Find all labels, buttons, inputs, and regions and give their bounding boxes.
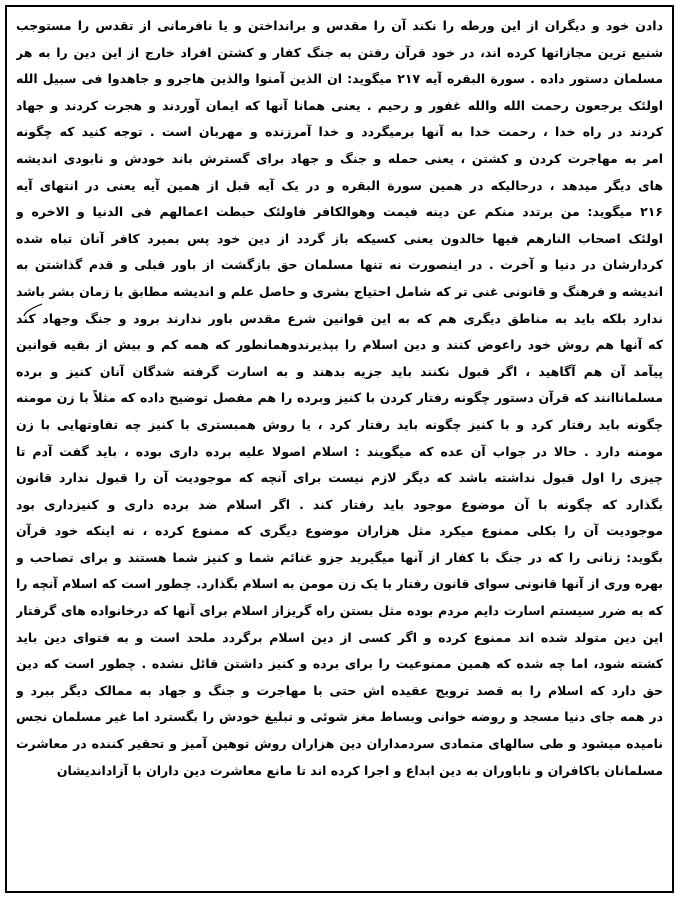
text-line-8: ۲۱۶ میگوید: من یرتدد منکم عن دینه فیمت وهوالکافر فاولئک حبطت اعمالهم فی الدنیا و الاخره و [16, 204, 663, 220]
text-line-5: کردند در راه خدا ، رحمت خدا به آنها برمیگردد و خدا آمرزنده و مهربان است . توجه کنید که چگونه [16, 124, 663, 140]
text-line-29: مسلمانان باکافران و ناباوران به دین ابداع و اجرا کرده اند تا مانع معاشرت دین داران با آزاداندیشان [56, 762, 663, 778]
text-line-26: حق دارد که اسلام را به قصد ترویج عقیده اش حتی با مهاجرت و جنگ و جهاد به ممالک دیگر ببرد و [16, 682, 663, 698]
document-page [5, 5, 674, 893]
text-line-19: بگذارد که چگونه با آن موضوع موجود باید رفتار کند . اگر اسلام ضد برده داری و کنیزداری بود [16, 496, 663, 512]
text-line-6: امر به مهاجرت کردن و کشتن ، یعنی حمله و جنگ و جهاد برای گسترش باند خودش و نابودی اندیشه [16, 150, 663, 166]
text-line-14: پیآمد آن هم آگاهید ، اگر قبول نکنند باید جزیه بدهند و به اسارت گرفته شدگان آنان کنیز و برده [16, 363, 663, 379]
text-line-28: نامیده میشود و طی سالهای متمادی سردمداران دین هزاران روش توهین آمیز و تحقیر کننده در معاشرت [16, 736, 663, 752]
text-line-11: اندیشه و فرهنگ و قانونی غنی تر که شامل احتیاج بشری و حاصل علم و اندیشه مطابق با زمان بشر باشد [16, 283, 663, 299]
text-line-27: در همه جای دنیا مسجد و روضه خوانی وبساط مغز شوئی و تبلیغ خودش را بگسترد اما غیر مسلمان نجس [16, 709, 663, 725]
text-line-9: اولئک اصحاب النارهم فیها خالدون یعنی کسیکه باز گردد از دین خود پس بمیرد کافر آنان تباه شده [16, 230, 663, 246]
text-line-16: چگونه باید رفتار کرد و با کنیز چگونه باید رفتار کرد ، یا روش همبستری با کنیز چه تفاوتهایی با زن [16, 416, 663, 432]
document-body [16, 13, 663, 784]
text-line-12: ندارد بلکه باید به مناطق دیگری هم که به این قوانین شرع مقدس باور ندارند برود و جنگ وجهاد کند [16, 310, 663, 326]
text-line-13: که آنها هم روش خود راعوض کنند و دین اسلام را بپذیرندوهمانطور که همه کم و بیش از بقیه قوانین [16, 337, 663, 353]
text-line-23: که به ضرر سیستم اسارت دایم مردم بوده مثل بستن راه گریزاز اسلام برای آنها که درخانواده های گرفتار [16, 603, 663, 619]
text-line-15: مسلماناانند که قرآن دستور چگونه رفتار کردن با کنیز وبرده را هم مفصل توضیح داده که مثلاً با زن مومنه [16, 390, 663, 406]
text-line-3: مسلمان دستور داده . سورة البقره آیه ۲۱۷ میگوید: ان الذین آمنوا والذین هاجرو و جاهدوا فی سبیل الله [16, 71, 663, 87]
text-line-1: دادن خود و دیگران از این ورطه را نکند آن را مقدس و برانداختن و یا نافرمانی از تقدس را مستوجب [16, 18, 663, 33]
text-line-10: کردارشان در دنیا و آخرت . در اینصورت نه تنها مسلمان حق بازگشت از باور قبلی و قدم گذاشتن به [16, 257, 663, 273]
text-line-25: کشته شود، اما چه شده که همین ممنوعیت را برای برده و کنیز داشتن قائل نشده . چطور است که دین [16, 656, 663, 672]
text-line-17: مومنه دارد . حالا در جواب آن عده که میگویند : اسلام اصولا علیه برده داری بوده ، باید گفت آدم تا [16, 443, 663, 459]
text-line-20: موجودیت آن را بکلی ممنوع میکرد مثل هزاران موضوع دیگری که ممنوع کرده ، نه اینکه خود قرآن [16, 523, 663, 539]
text-line-2: شنیع ترین مجازاتها کرده اند، در خود قرآن رفتن به جنگ کفار و کشتن افراد خارج از این دین را به هر [16, 44, 663, 60]
text-line-22: بهره وری از آنها قانونی سوای قانون رفتار با یک زن مومن به اسلام بگذارد. چطور است که اسلام آنچه را [16, 576, 663, 592]
text-line-18: چیزی را اول قبول نداشته باشد که دیگر لازم نیست برای آنچه که موجودیت آن را قبول ندارد قانون [16, 470, 663, 486]
text-line-21: بگوید: زنانی را که در جنگ با کفار از آنها میگیرید جزو غنائم شما و کنیز شما هستند و برای تصاحب و [16, 549, 663, 565]
text-line-24: این دین متولد شده اند ممنوع کرده و اگر کسی از دین اسلام برگردد ملحد است و به فتوای دین باید [16, 629, 663, 645]
text-line-4: اولئک یرجعون رحمت الله والله غفور و رحیم . یعنی همانا آنها که ایمان آوردند و هجرت کردند و جهاد [16, 97, 663, 113]
text-line-7: های دیگر میدهد ، درحالیکه در همین سورة البقره و در یک آیه قبل از همین آیه یعنی در انتهای آیه [16, 177, 663, 193]
